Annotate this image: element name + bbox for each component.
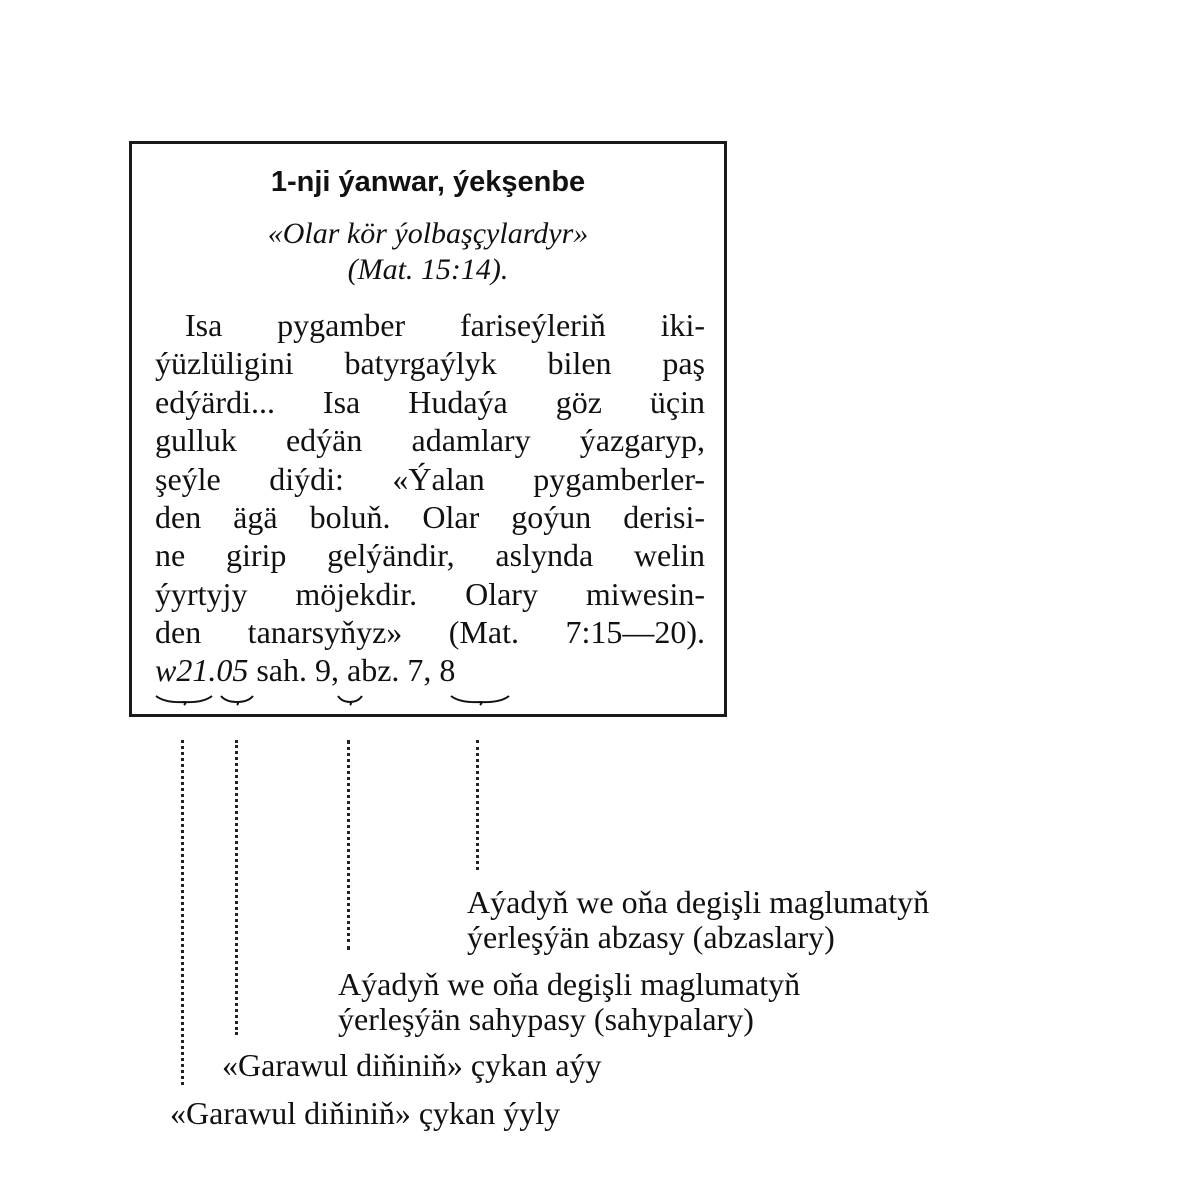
annotation-line: Aýadyň we oňa degişli maglumatyň [467, 884, 930, 920]
body-line: gulluk edýän adamlary ýazgaryp, [155, 422, 705, 458]
theme-citation: (Mat. 15:14). [347, 253, 509, 286]
theme-line: «Olar kör ýolbaşçylardyr» [267, 217, 589, 250]
annotation-month: «Garawul diňiniň» çykan aýy [222, 1047, 602, 1083]
annotation-paragraph [467, 885, 929, 955]
dotted-leader-page [347, 740, 350, 950]
annotation-page [338, 967, 800, 1037]
date-heading: 1-nji ýanwar, ýekşenbe [270, 166, 586, 198]
annotation-line: ýerleşýän abzasy (abzaslary) [467, 919, 835, 955]
brace-page [337, 694, 363, 706]
brace-year [155, 694, 213, 706]
body-line: ýüzlüligini batyrgaýlyk bilen paş [155, 345, 705, 381]
ref-page: 9 [315, 652, 331, 688]
body-line: ne girip gelýändir, aslynda welin [155, 537, 705, 573]
ref-paragraphs: 7, 8 [407, 652, 456, 688]
body-line: şeýle diýdi: «Ýalan pygamberler- [155, 461, 705, 497]
publication-reference [155, 651, 705, 689]
ref-year: w21 [155, 652, 209, 688]
dotted-leader-paragraph [476, 740, 479, 870]
body-line: edýärdi... Isa Hudaýa göz üçin [155, 384, 705, 420]
ref-page-label: sah. [248, 652, 315, 688]
theme-scripture [132, 216, 724, 288]
ref-month: .05 [208, 652, 249, 688]
body-line: den tanarsyňyz» (Mat. 7:15—20). [155, 614, 705, 650]
ref-para-label: , abz. [331, 652, 408, 688]
dotted-leader-year [181, 740, 184, 1085]
dotted-leader-month [235, 740, 238, 1035]
annotation-line: ýerleşýän sahypasy (sahypalary) [338, 1001, 754, 1037]
body-line: ýyrtyjy möjekdir. Olary miwesin- [155, 576, 705, 612]
brace-month [220, 694, 254, 706]
body-line: Isa pygamber fariseýleriň iki- [185, 307, 705, 343]
daily-text-box [129, 141, 727, 717]
annotation-year: «Garawul diňiniň» çykan ýyly [170, 1095, 561, 1131]
brace-paragraph [450, 694, 510, 706]
body-line: den ägä boluň. Olar goýun derisi- [155, 499, 705, 535]
annotation-line: Aýadyň we oňa degişli maglumatyň [338, 966, 801, 1002]
